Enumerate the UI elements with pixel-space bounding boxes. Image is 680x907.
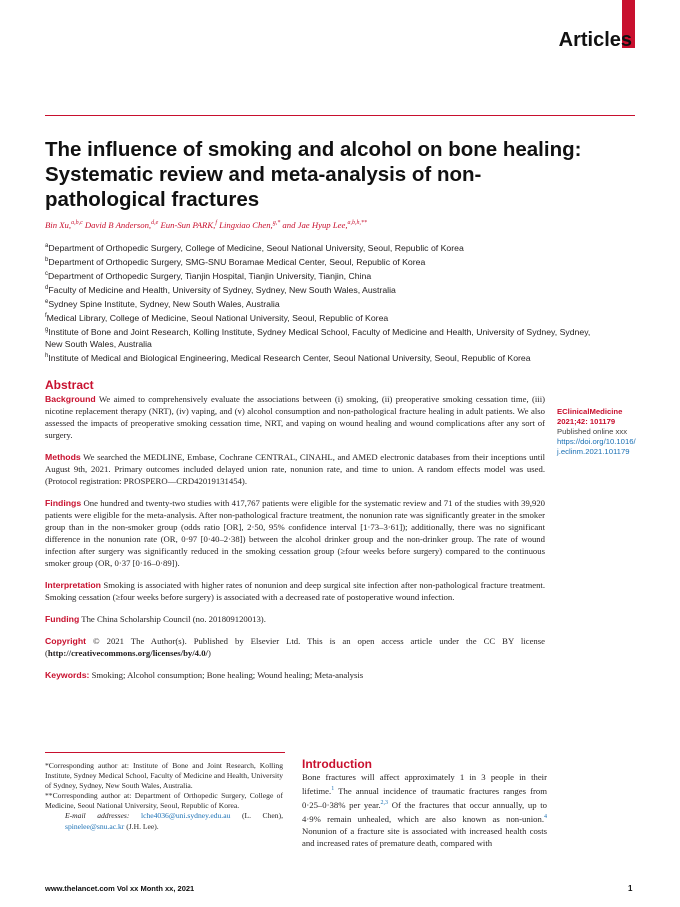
email-addresses: E-mail addresses: lche4036@uni.sydney.edu.au (L. Chen), spinelee@snu.ac.kr (J.H. Lee). (65, 811, 284, 831)
corresponding-author-1: *Corresponding author at: Institute of Bone and Joint Research, Kolling Institute, Sydney Medical School, Faculty of Medicine and Health, University of Sydney, Sydney, New South Wales, Australia. (45, 761, 283, 791)
doi-link[interactable]: https://doi.org/10.1016/j.eclinm.2021.101179 (557, 437, 636, 456)
email-link[interactable]: spinelee@snu.ac.kr (65, 821, 125, 831)
reference-link[interactable]: 1 (331, 786, 335, 792)
affiliation: $^g$Institute of Bone and Joint Research, Kolling Institute, Sydney Medical School, Faculty of Medicine and Health, University of Sydney, Sydney, New South Wales, Australia (45, 326, 591, 349)
affiliation: $^a$Department of Orthopedic Surgery, College of Medicine, Seoul National University, Seoul, Republic of Korea (45, 242, 464, 253)
author: David B Anderson,$^{d,e}$ (84, 220, 159, 230)
affiliation: $^d$Faculty of Medicine and Health, University of Sydney, Sydney, New South Wales, Australia (45, 284, 396, 295)
affiliation: $^h$Institute of Medical and Biological Engineering, Medical Research Center, Seoul National University, Seoul, Republic of Korea (45, 352, 531, 363)
abstract-methods: Methods We searched the MEDLINE, Embase, Cochrane CENTRAL, CINAHL, and AMED electronic databases from their inceptions until August 9th, 2021. Primary outcomes included delayed union rate, nonunion rate, and time to union. A random effects model was used. (Protocol registration: PROSPERO—CRD42019131454). (45, 452, 546, 486)
corresponding-author-2: **Corresponding author at: Department of Orthopedic Surgery, College of Medicine, Seoul National University, Seoul, Republic of Korea. (45, 791, 283, 811)
footer-journal: www.thelancet.com Vol xx Month xx, 2021 (45, 884, 195, 893)
journal-citation: 2021;42: 101179 (557, 417, 616, 426)
affiliation: $^f$Medical Library, College of Medicine, Seoul National University, Seoul, Republic of Korea (45, 312, 389, 323)
abstract-background: Background We aimed to comprehensively evaluate the associations between (i) smoking, (ii) preoperative smoking cessation time, (iii) nicotine replacement therapy (NRT), (iv) vaping, and (v) alcohol consumption and non-pathological fracture healing in adult patients. We also assessed the impacts of preoperative smoking cessation time, NRT, and vaping on wound healing and wound complications after any sort of surgery. (45, 394, 546, 440)
affiliation: $^c$Department of Orthopedic Surgery, Tianjin Hospital, Tianjin University, Tianjin, China (45, 270, 372, 281)
published-date: Published online xxx (557, 427, 628, 436)
introduction-body: Bone fractures will affect approximately 1 in 3 people in their lifetime.$^1$ The annual incidence of traumatic fractures ranges from 0·25–0·38% per year.$^{2,3}$ Of the fractures that occur annually, up to 4·9% remain unhealed, which are also known as non-union.$^4$ Nonunion of a fracture site is associated with increased health costs and increased rates of premature death, compared with (302, 772, 547, 848)
footnote-rule (45, 752, 285, 753)
reference-link[interactable]: 2,3 (380, 799, 389, 806)
author: and Jae Hyup Lee,$^{a,b,h,**}$ (282, 220, 368, 230)
footnotes (45, 761, 283, 832)
email-link[interactable]: lche4036@uni.sydney.edu.au (140, 811, 231, 821)
affiliation: $^e$Sydney Spine Institute, Sydney, New South Wales, Australia (45, 298, 280, 309)
abstract-findings: Findings One hundred and twenty-two studies with 417,767 patients were eligible for the systematic review and 71 of the studies with 39,920 patients were eligible for the meta-analysis. After non-pathological fracture treatment, the nonunion rate was significantly greater in the smoker group than in the non-smoker group (odds ratio [OR], 2·50, 95% confidence interval [1·73–3·61]); additionally, there was no significant difference in the nonunion rate (OR, 0·97 [0·40–2·38]) between the alcohol drinker group and the non-drinker group. The rate of wound infection after surgery was significantly reduced in the smoking cessation group (≥four weeks before surgery) compared to the continuous smoker group (OR, 0·37 [0·16–0·89]). (45, 498, 546, 568)
abstract-funding: Funding The China Scholarship Council (no. 201809120013). (45, 614, 266, 624)
author: Eun-Sun PARK,$^f$ (160, 220, 217, 230)
journal-name: EClinicalMedicine (557, 407, 623, 416)
abstract-body (45, 393, 545, 691)
page-number: 1 (628, 884, 633, 893)
affiliations (45, 240, 600, 364)
license-link[interactable]: http://creativecommons.org/licenses/by/4.0/ (47, 648, 208, 658)
abstract-interpretation: Interpretation Smoking is associated with higher rates of nonunion and deep surgical site infection after non-pathological fracture treatment. Smoking cessation (≥four weeks before surgery) is associated with a decreased rate of postoperative wound infection. (45, 580, 546, 602)
reference-link[interactable]: 4 (544, 813, 547, 820)
abstract-keywords: Keywords: Smoking; Alcohol consumption; Bone healing; Wound healing; Meta-analysis (45, 670, 364, 680)
article-title: The influence of smoking and alcohol on bone healing: Systematic review and meta-analysis of non-pathological fractures (45, 138, 582, 211)
journal-sidebar (557, 407, 637, 457)
abstract-copyright: Copyright © 2021 The Author(s). Published by Elsevier Ltd. This is an open access article under the CC BY license (http://creativecommons.org/licenses/by/4.0/) (45, 636, 546, 658)
section-label: Articles (558, 29, 632, 51)
header-rule (45, 115, 635, 116)
abstract-heading: Abstract (45, 378, 94, 392)
affiliation: $^b$Department of Orthopedic Surgery, SMG-SNU Boramae Medical Center, Seoul, Republic of Korea (45, 256, 426, 267)
author: Bin Xu,$^{a,b,c}$ (45, 220, 83, 230)
author-list (45, 220, 635, 230)
introduction-heading: Introduction (302, 757, 372, 771)
author: Lingxiao Chen,$^{g,*}$ (219, 220, 281, 230)
